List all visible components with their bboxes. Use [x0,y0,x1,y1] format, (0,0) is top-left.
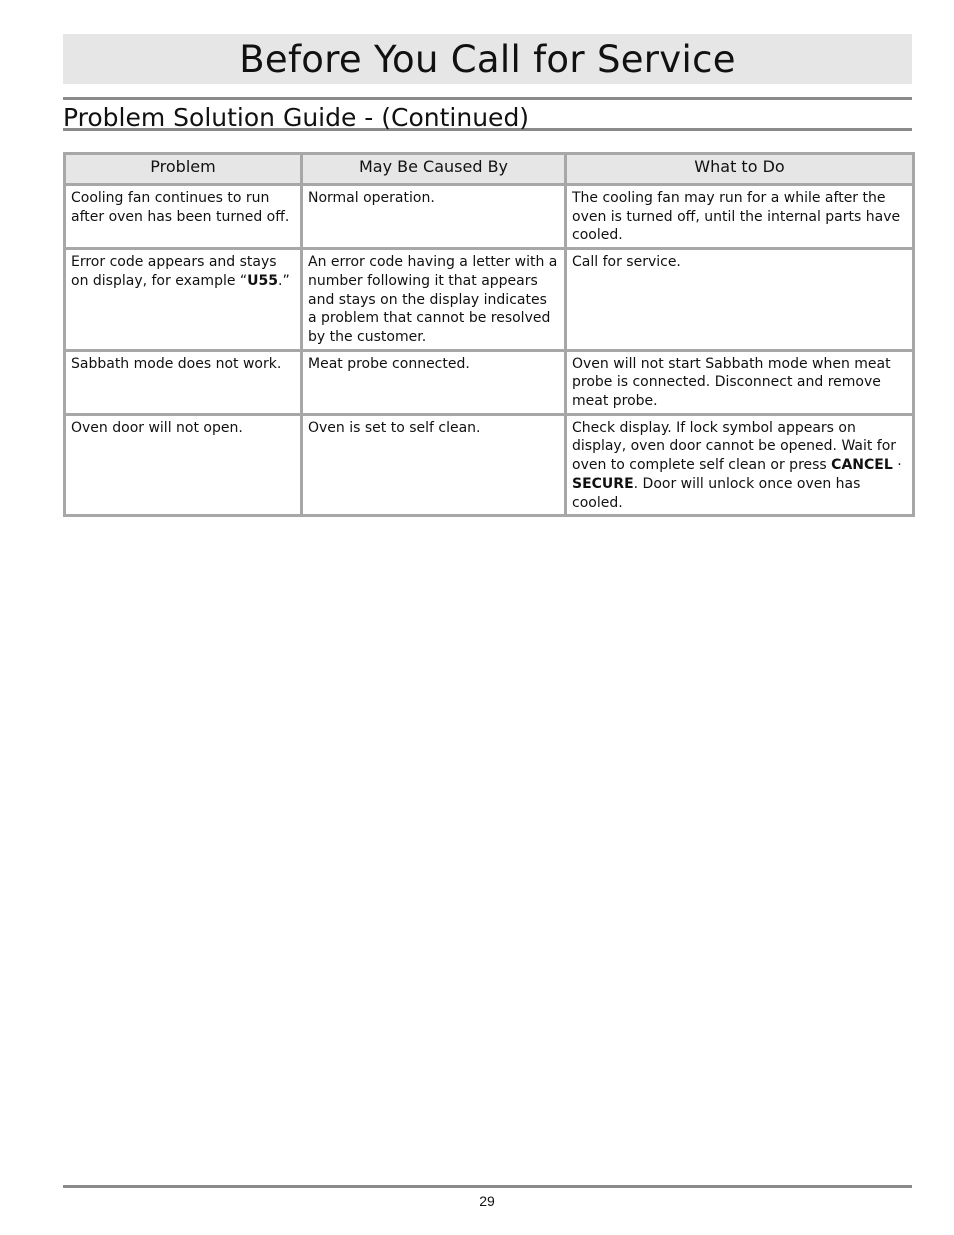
action-cell: Call for service. [566,249,914,351]
action-cell: Oven will not start Sabbath mode when meat probe is connected. Disconnect and remove meat probe. [566,350,914,414]
problem-cell: Oven door will not open. [65,414,302,516]
action-cell: The cooling fan may run for a while after the oven is turned off, until the internal parts have cooled. [566,185,914,249]
page-title: Before You Call for Service [239,37,736,81]
cause-cell: Meat probe connected. [302,350,566,414]
action-text: Check display. If lock symbol appears on display, oven door cannot be opened. Wait for oven to complete self clean or press [572,419,897,474]
header-cause: May Be Caused By [302,154,566,185]
secure-key-label: SECURE [572,475,634,492]
cause-cell: Normal operation. [302,185,566,249]
page-number: 29 [479,1193,495,1209]
cancel-key-label: CANCEL [831,457,893,474]
section-heading: Problem Solution Guide - (Continued) [63,103,530,132]
action-cell [566,414,914,516]
table-row [65,350,914,414]
header-action: What to Do [566,154,914,185]
key-separator: · [892,457,902,474]
table-row [65,414,914,516]
footer-divider [63,1185,912,1188]
table-row [65,249,914,351]
problem-solution-table [63,152,915,517]
table-row [65,185,914,249]
problem-cell: Cooling fan continues to run after oven has been turned off. [65,185,302,249]
problem-cell: Sabbath mode does not work. [65,350,302,414]
section-heading-bar [63,97,912,131]
table-header-row [65,154,914,185]
title-bar [63,34,912,84]
action-text-end: . Door will unlock once oven has cooled. [572,475,861,511]
problem-cell [65,249,302,351]
error-code: U55 [247,272,279,289]
cause-cell: An error code having a letter with a number following it that appears and stays on the display indicates a problem that cannot be resolved by the customer. [302,249,566,351]
problem-text-end: .” [278,272,290,289]
problem-text: Error code appears and stays on display, for example “ [71,254,277,289]
cause-cell: Oven is set to self clean. [302,414,566,516]
header-problem: Problem [65,154,302,185]
